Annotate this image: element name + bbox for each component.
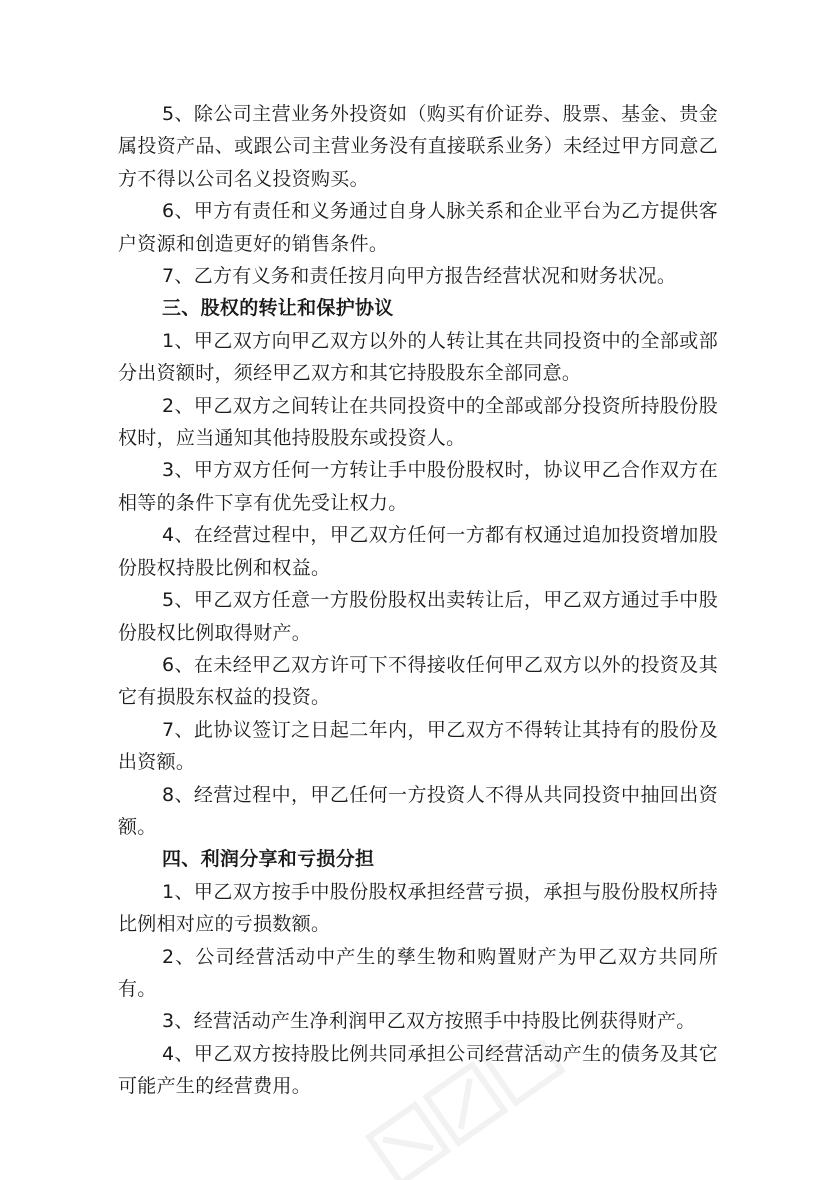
section-heading: 四、利润分享和亏损分担 — [162, 848, 375, 871]
clause-paragraph: 6、在未经甲乙双方许可下不得接收任何甲乙双方以外的投资及其它有损股东权益的投资。 — [118, 653, 718, 709]
clause-paragraph: 4、甲乙双方按持股比例共同承担公司经营活动产生的债务及其它可能产生的经营费用。 — [118, 1042, 718, 1098]
clause-paragraph: 5、甲乙双方任意一方股份股权出卖转让后，甲乙双方通过手中股份股权比例取得财产。 — [118, 589, 718, 644]
clause-paragraph: 2、甲乙双方之间转让在共同投资中的全部或部分投资所持股份股权时，应当通知其他持股股东或投资人。 — [118, 394, 718, 450]
clause-paragraph: 7、此协议签订之日起二年内，甲乙双方不得转让其持有的股份及出资额。 — [118, 718, 718, 774]
clause-paragraph: 2、公司经营活动中产生的孳生物和购置财产为甲乙双方共同所有。 — [118, 945, 718, 1000]
clause-paragraph: 8、经营过程中，甲乙任何一方投资人不得从共同投资中抽回出资额。 — [118, 783, 718, 838]
clause-paragraph: 3、经营活动产生净利润甲乙双方按照手中持股比例获得财产。 — [162, 1010, 696, 1033]
clause-paragraph: 3、甲方双方任何一方转让手中股份股权时，协议甲乙合作双方在相等的条件下享有优先受让权力。 — [118, 459, 718, 514]
section-heading: 三、股权的转让和保护协议 — [162, 297, 394, 320]
clause-paragraph: 7、乙方有义务和责任按月向甲方报告经营状况和财务状况。 — [162, 265, 677, 288]
clause-paragraph: 6、甲方有责任和义务通过自身人脉关系和企业平台为乙方提供客户资源和创造更好的销售条件。 — [118, 200, 718, 255]
clause-paragraph: 1、甲乙双方按手中股份股权承担经营亏损，承担与股份股权所持比例相对应的亏损数额。 — [118, 880, 718, 936]
clause-paragraph: 5、除公司主营业务外投资如（购买有价证券、股票、基金、贵金属投资产品、或跟公司主营业务没有直接联系业务）未经过甲方同意乙方不得以公司名义投资购买。 — [118, 103, 718, 190]
document-body — [118, 98, 718, 1103]
clause-paragraph: 1、甲乙双方向甲乙双方以外的人转让其在共同投资中的全部或部分出资额时，须经甲乙双方和其它持股股东全部同意。 — [118, 329, 718, 385]
clause-paragraph: 4、在经营过程中，甲乙双方任何一方都有权通过追加投资增加股份股权持股比例和权益。 — [118, 524, 718, 579]
